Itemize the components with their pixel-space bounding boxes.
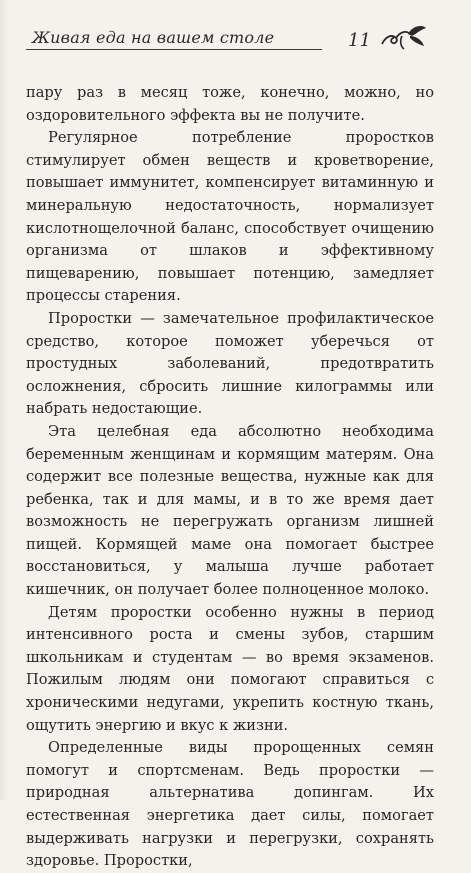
- paragraph: Детям проростки особенно нужны в период интенсивного роста и смены зубов, старшим школьникам и студентам — во время экзаменов. Пожилым людям они помогают справиться с хроническими недугами, укрепить костную ткань, ощутить энергию и вкус к жизни.: [26, 603, 434, 734]
- page-edge-shadow: [0, 0, 10, 800]
- page-number: 11: [348, 30, 371, 51]
- paragraph: Определенные виды пророщенных семян помогут и спортсменам. Ведь проростки — природная альтернатива допингам. Их естественная энергетика дает силы, помогает выдерживать нагрузки и перегрузки, сохранять здоровье. Проростки,: [26, 739, 434, 870]
- header-rule: [26, 49, 322, 50]
- running-title: Живая еда на вашем столе: [32, 28, 275, 47]
- running-head: [26, 22, 426, 50]
- body-text: [26, 82, 434, 873]
- leaf-ornament-icon: [378, 22, 430, 52]
- paragraph: Эта целебная еда абсолютно необходима беременным женщинам и кормящим матерям. Она содержит все полезные вещества, нужные как для ребенка, так и для мамы, и в то же время дает возможность не перегружать организм лишней пищей. Кормящей маме она помогает быстрее восстановиться, у малыша лучше работает кишечник, он получает более полноценное молоко.: [26, 422, 434, 599]
- paragraph: Проростки — замечательное профилактическое средство, которое поможет уберечься от простудных заболеваний, предотвратить осложнения, сбросить лишние килограммы или набрать недостающие.: [26, 309, 434, 418]
- paragraph-continuation: пару раз в месяц тоже, конечно, можно, но оздоровительного эффекта вы не получите.: [26, 84, 434, 124]
- paragraph: Регулярное потребление проростков стимулирует обмен веществ и кроветворение, повышает иммунитет, компенсирует витаминную и минеральную недостаточность, нормализует кислотнощелочной баланс, способствует очищению организма от шлаков и эффективному пищеварению, повышает потенцию, замедляет процессы старения.: [26, 129, 434, 305]
